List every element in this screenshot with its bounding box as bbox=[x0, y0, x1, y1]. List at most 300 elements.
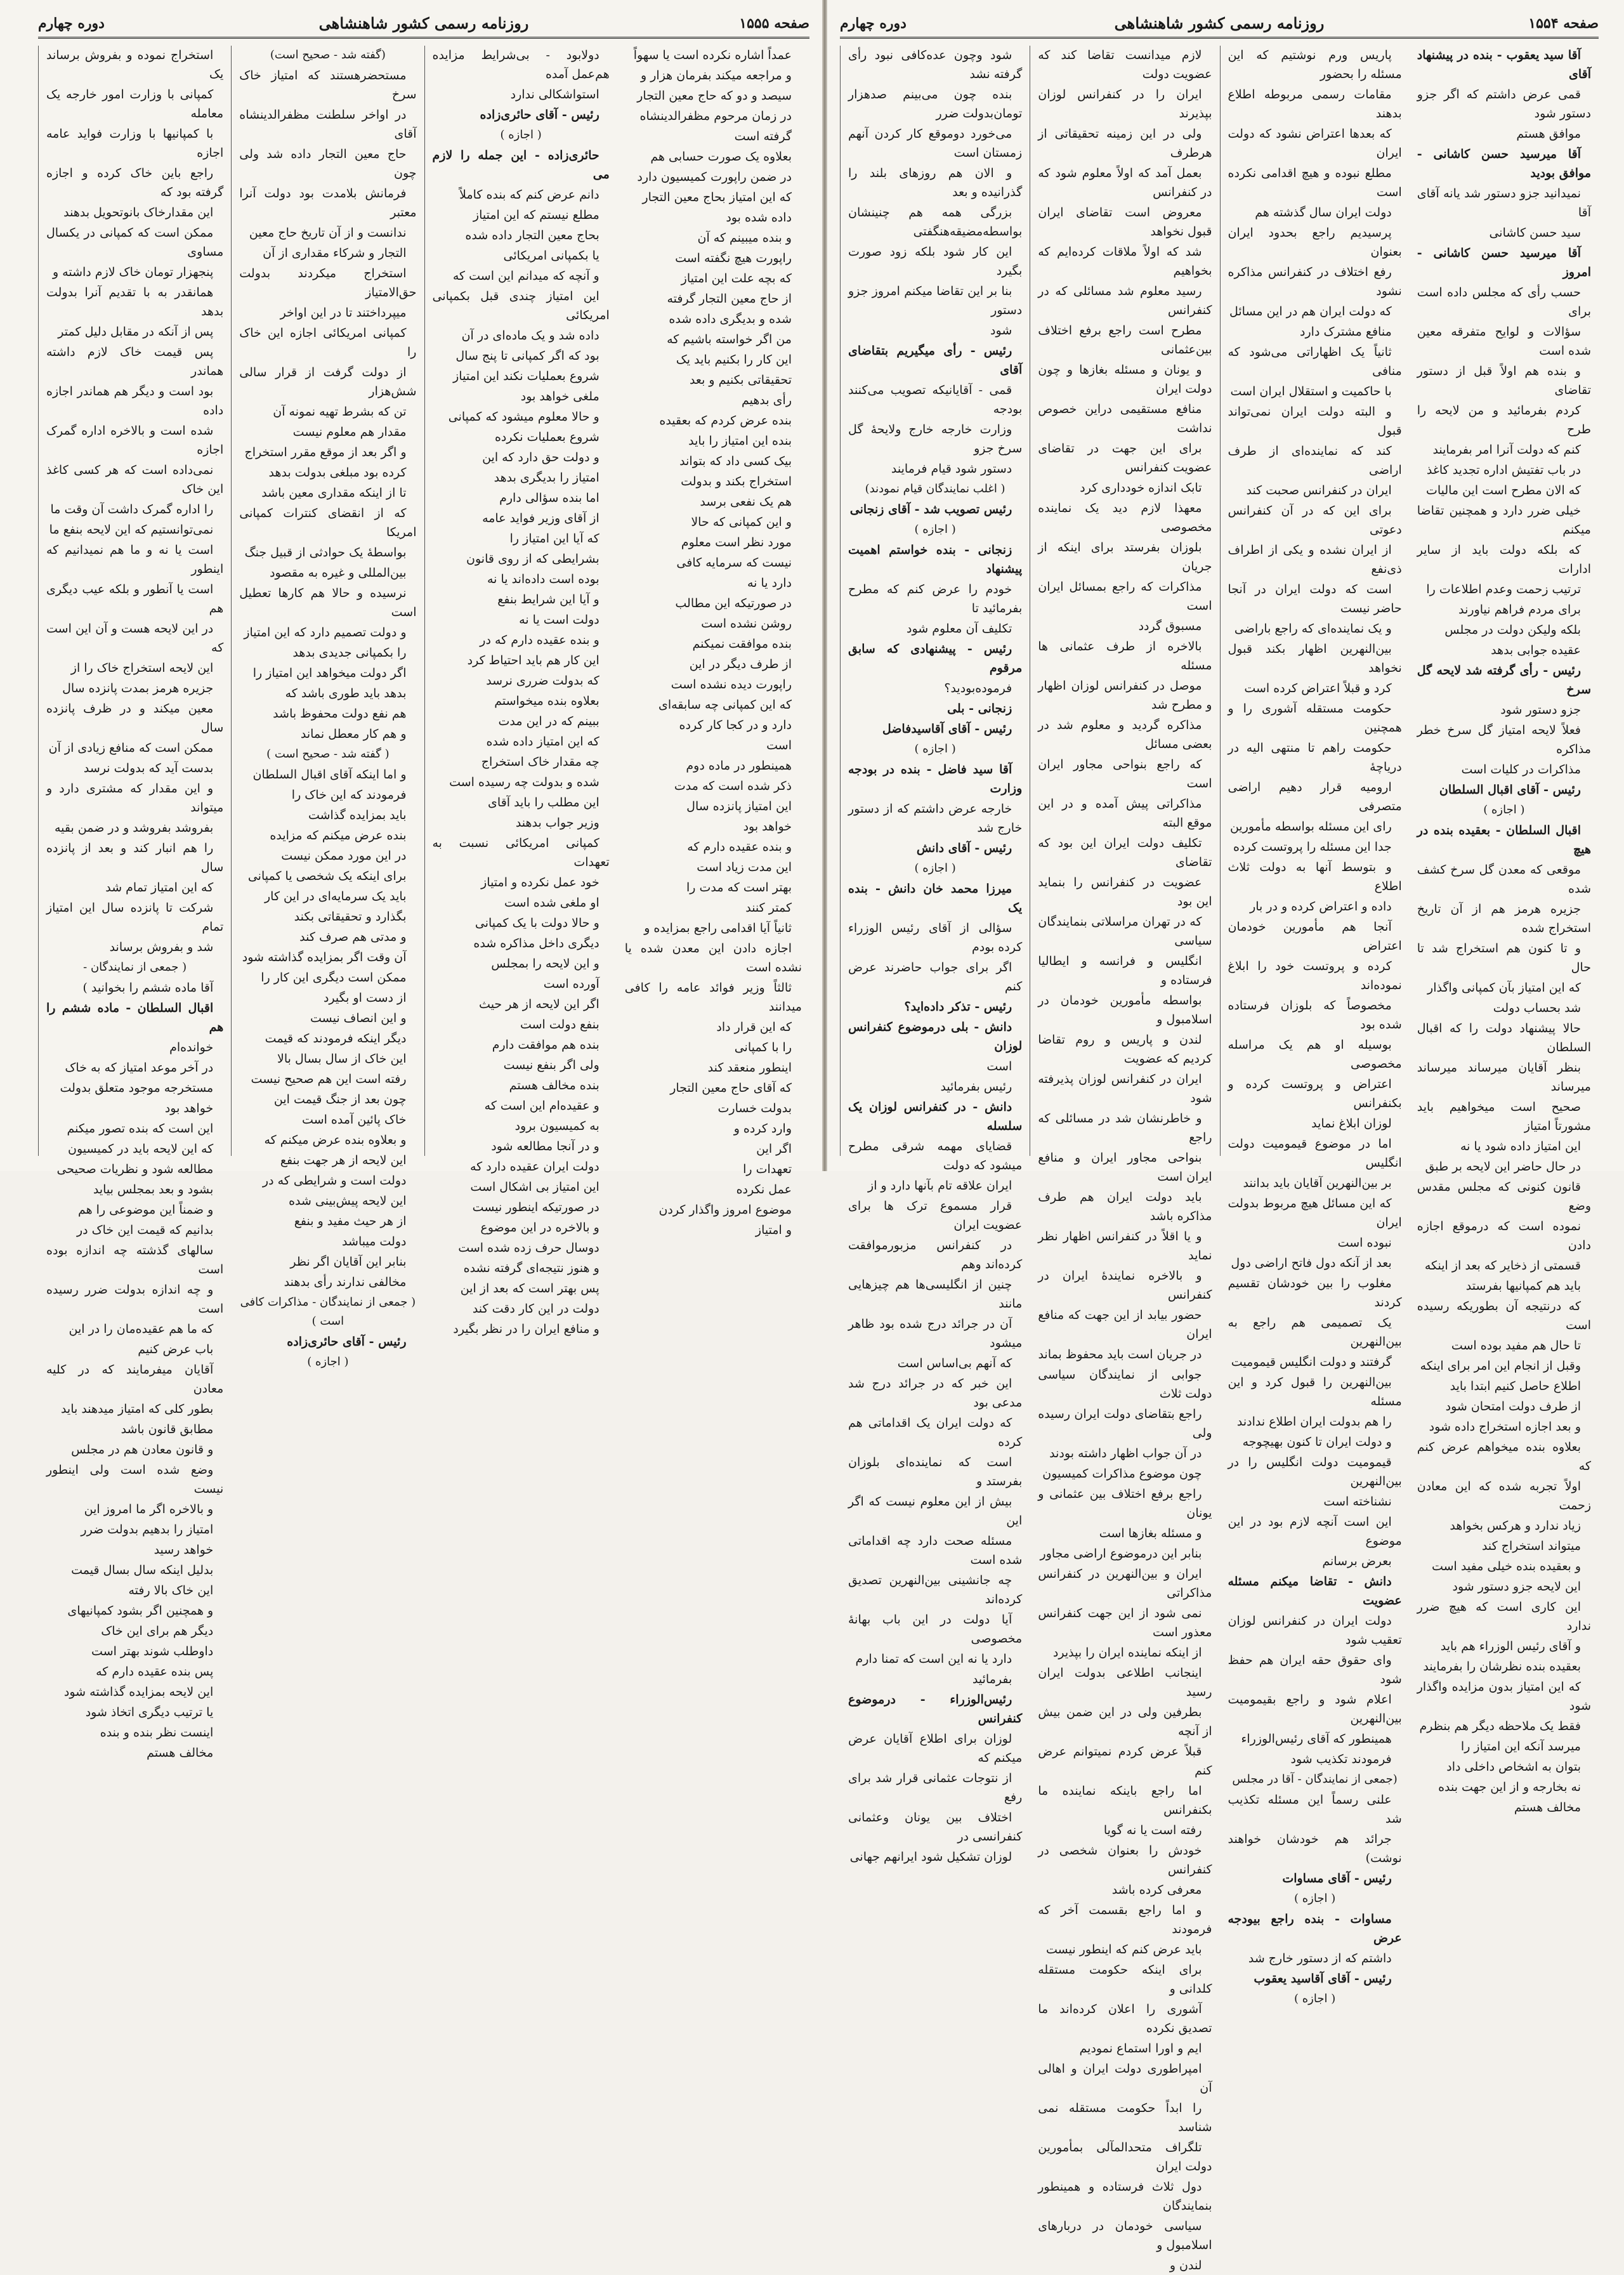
paragraph: ممکن است که کمپانی در یکسال مساوی bbox=[46, 226, 224, 259]
paragraph: مذاکراتی پیش آمده و در این موقع البته bbox=[1038, 797, 1212, 830]
paragraph: ترتیب زحمت وعدم اطلاعات را bbox=[1426, 582, 1581, 596]
paragraph: این امتیاز بی اشکال است bbox=[470, 1180, 599, 1194]
paragraph: آقایان میفرمایند که در کلیه معادن bbox=[46, 1363, 224, 1396]
paragraph: خود عمل نکرده و امتیاز bbox=[481, 875, 599, 889]
paragraph: ایران را در کنفرانس لوزان بپذیرند bbox=[1038, 88, 1212, 121]
paragraph: اقبال السلطان - بعقیده بنده در هیچ bbox=[1417, 823, 1591, 856]
paragraph: بود که اگر کمپانی تا پنج سال bbox=[455, 349, 599, 363]
paragraph: فعلاً لایحه امتیاز گل سرخ خطر مذاکره bbox=[1417, 723, 1591, 756]
paragraph: که آیا این امتیاز را bbox=[509, 532, 599, 546]
text-column bbox=[840, 46, 1030, 1864]
paragraph: ندانست و از آن تاریخ حاج معین bbox=[249, 226, 407, 240]
paragraph: کنم که دولت آنرا امر بفرمایند bbox=[1432, 443, 1581, 457]
paragraph: کمپانی امریکائی اجازه این خاک را bbox=[239, 326, 417, 359]
page-gutter bbox=[822, 0, 827, 1171]
paragraph: رسید معلوم شد مسائلی که در کنفرانس bbox=[1038, 284, 1212, 317]
paragraph: دولت ایران در کنفرانس لوزان تعقیب شود bbox=[1228, 1614, 1402, 1647]
paragraph: خاک پائین آمده است bbox=[302, 1113, 407, 1127]
paragraph: گرفته است bbox=[734, 129, 792, 143]
paragraph: وضع شده است ولی اینطور نیست bbox=[46, 1463, 224, 1496]
paragraph: و بالاخره نمایندهٔ ایران در کنفرانس bbox=[1038, 1269, 1212, 1302]
paragraph: و این کمپانی که حالا bbox=[691, 515, 792, 529]
paragraph: ارومیه قرار دهیم اراضی متصرفی bbox=[1228, 780, 1402, 813]
paragraph: بعلاوه یک صورت حسابی هم bbox=[650, 150, 792, 164]
paragraph: بر بین‌النهرین آقایان باید بدانند bbox=[1243, 1176, 1392, 1190]
paragraph: و هم کار معطل نماند bbox=[300, 727, 407, 741]
paragraph: و بنده هم اولاً قبل از دستور تقاضای bbox=[1417, 364, 1591, 397]
paragraph: که این امتیاز بدون مزایده واگذار شود bbox=[1417, 1680, 1591, 1713]
paragraph: بفرمائید bbox=[972, 1672, 1012, 1686]
paragraph: اگر برای جواب حاضرند عرض کنم bbox=[848, 960, 1023, 993]
paragraph: جزیره هرمز بمدت پانزده سال bbox=[62, 681, 214, 695]
paragraph: دارد و در کجا کار کرده bbox=[679, 718, 792, 732]
paragraph: است bbox=[766, 738, 792, 752]
period-label: دوره چهارم bbox=[38, 15, 105, 32]
paragraph: زنجانی - بنده خواستم اهمیت پیشنهاد bbox=[848, 543, 1023, 576]
paragraph: چون بعد از جنگ قیمت این bbox=[273, 1092, 407, 1106]
paragraph: در آن جواب اظهار داشته بودند bbox=[1049, 1446, 1202, 1460]
paragraph: که این امتیاز بآن کمپانی واگذار bbox=[1427, 981, 1581, 995]
paragraph: میرزا محمد خان دانش - بنده یک bbox=[848, 882, 1023, 915]
paragraph: که بعدها اعتراض نشود که دولت ایران bbox=[1228, 127, 1402, 160]
paragraph: شد که اولاً ملاقات کرده‌ایم که بخواهیم bbox=[1038, 245, 1212, 278]
page-1555 bbox=[0, 0, 822, 1760]
columns-right bbox=[840, 46, 1599, 2272]
paragraph: اینست نظر بنده و بنده bbox=[100, 1726, 214, 1740]
paragraph: بدولت خسارت bbox=[717, 1101, 792, 1115]
paragraph: استخراج میکردند بدولت حق‌الامتیاز bbox=[239, 266, 417, 299]
paragraph: بنده موافقت نمیکنم bbox=[692, 637, 792, 651]
paragraph: بفروشد بفروشد و در ضمن بقیه bbox=[54, 821, 214, 835]
paragraph: و قانون معادن هم در مجلس bbox=[71, 1443, 214, 1457]
paragraph: برای مردم فراهم نیاورند bbox=[1458, 603, 1581, 617]
paragraph: اقبال السلطان - ماده ششم را هم bbox=[46, 1001, 224, 1034]
paragraph: ( گفته شد - صحیح است ) bbox=[266, 747, 390, 761]
paragraph: و بتوسط آنها به دولت ثلاث اطلاع bbox=[1228, 860, 1402, 893]
paragraph: معین میکند و در ظرف پانزده سال bbox=[46, 702, 224, 735]
paragraph: اطلاع حاصل کنیم ابتدا باید bbox=[1450, 1379, 1581, 1393]
paragraph: بهتر است که مدت را bbox=[686, 881, 792, 895]
paragraph: مقدار هم معلوم نیست bbox=[292, 425, 407, 439]
paragraph: شود bbox=[990, 324, 1012, 338]
paragraph: دارد یا نه bbox=[747, 576, 792, 590]
paragraph: رفته است این هم صحیح نیست bbox=[251, 1072, 407, 1086]
paragraph: چنین از انگلیسی‌ها هم چیزهایی مانند bbox=[848, 1278, 1023, 1311]
paragraph: و این مقدار که مشتری دارد و میتواند bbox=[46, 782, 224, 815]
paragraph: از آقای وزیر فواید عامه bbox=[482, 511, 599, 525]
paragraph: و خاطرنشان شد در مسائلی که راجع bbox=[1038, 1111, 1212, 1144]
paragraph: مذاکرات که راجع بمسائل ایران است bbox=[1038, 580, 1212, 613]
paragraph: داده شد و یک ماده‌ای در آن bbox=[461, 329, 599, 343]
paragraph: آشوری را اعلان کرده‌اند ما تصدیق نکرده bbox=[1038, 2002, 1212, 2035]
paragraph: به کمیسیون برود bbox=[514, 1119, 599, 1133]
paragraph: معروض است تقاضای ایران قبول نخواهد bbox=[1038, 206, 1212, 239]
paragraph: این مطلب را باید آقای bbox=[488, 796, 599, 810]
paragraph: ( اجازه ) bbox=[1294, 1992, 1336, 2005]
paragraph: رئیس بفرمائید bbox=[940, 1080, 1012, 1094]
paragraph: استخراج نموده و بفروش برساند یک bbox=[46, 48, 224, 81]
paragraph: خیلی ضرر دارد و همچنین تقاضا میکنم bbox=[1417, 504, 1591, 537]
paragraph: مستحضرهستند که امتیاز خاک سرخ bbox=[239, 69, 417, 102]
paragraph: سیاسی خودمان در دربارهای اسلامبول و bbox=[1038, 2219, 1212, 2252]
text-column bbox=[1220, 46, 1410, 2005]
paragraph: نموده است که درموقع اجازه دادن bbox=[1417, 1219, 1591, 1252]
paragraph: مساوات - بنده راجع بیودجه عرض bbox=[1228, 1912, 1402, 1945]
paragraph: بنده مخالف هستم bbox=[509, 1078, 599, 1092]
paragraph: نیست که سرمایه کافی bbox=[676, 556, 792, 570]
paragraph: و بالاخره در این موضوع bbox=[480, 1221, 599, 1235]
paragraph: شروع بعملیات نکند این امتیاز bbox=[453, 369, 599, 383]
paragraph: با حاکمیت و استقلال ایران است bbox=[1230, 384, 1392, 398]
text-column bbox=[38, 46, 231, 1760]
paragraph: که این مسائل هیچ مربوط بدولت ایران bbox=[1228, 1197, 1402, 1229]
paragraph: تکلیف دولت ایران این بود که تقاضای bbox=[1038, 836, 1212, 869]
paragraph: زیاد ندارد و هرکس بخواهد bbox=[1450, 1519, 1581, 1533]
paragraph: موافق هستم bbox=[1516, 127, 1581, 141]
paragraph: دانش - در کنفرانس لوزان یک سلسله bbox=[848, 1100, 1023, 1133]
paragraph: فرمودند تکذیب شود bbox=[1290, 1752, 1392, 1766]
paragraph: وقبل از انجام این امر برای اینکه bbox=[1420, 1359, 1581, 1373]
paragraph: قبلاً عرض کردم نمیتوانم عرض کنم bbox=[1038, 1745, 1212, 1778]
paragraph: که این کمپانی چه سابقه‌ای bbox=[658, 698, 792, 712]
paragraph: نمی‌داده است که هر کسی کاغذ این خاک bbox=[46, 463, 224, 496]
paragraph: باید عرض کنم که اینطور نیست bbox=[1046, 1943, 1202, 1957]
paragraph: پاریس ورم نوشتیم که این مسئله را بحضور bbox=[1228, 48, 1402, 81]
paragraph: که راجع بنواحی مجاور ایران است bbox=[1038, 757, 1212, 790]
paragraph: است bbox=[986, 1059, 1012, 1073]
paragraph: نمی شود از این جهت کنفرانس معذور است bbox=[1038, 1606, 1212, 1639]
paragraph: این کار شود بلکه زود صورت بگیرد bbox=[848, 245, 1023, 278]
paragraph: زنجانی - بلی bbox=[947, 702, 1012, 716]
paragraph: ایران در کنفرانس صحبت کند bbox=[1246, 483, 1392, 497]
paragraph: ایم و اورا استماع نمودیم bbox=[1079, 2042, 1202, 2055]
paragraph: و حالا دولت با یک کمپانی bbox=[475, 916, 599, 930]
paragraph: معهذا لازم دید یک نماینده مخصوصی bbox=[1038, 501, 1212, 534]
paragraph: بنده این امتیاز را باید bbox=[688, 434, 792, 448]
paragraph: پس از آنکه در مقابل دلیل کمتر bbox=[58, 325, 214, 339]
paragraph: و دولت حق دارد که این bbox=[482, 450, 599, 464]
paragraph: که ما هم عقیده‌مان را در این bbox=[69, 1322, 214, 1336]
paragraph: خارجه عرض داشتم که از دستور خارج شد bbox=[848, 802, 1023, 835]
paragraph: از طرف دولت امتحان شود bbox=[1445, 1400, 1581, 1413]
paragraph: رئیس - آقای دانش bbox=[916, 841, 1012, 855]
paragraph: ببینم که در این مدت bbox=[498, 714, 599, 728]
paragraph: که این امتیاز داده شده bbox=[486, 735, 599, 749]
paragraph: سیصد و دو که حاج معین التجار bbox=[637, 89, 792, 103]
paragraph: و بعلاوه بنده عرض میکنم که bbox=[264, 1133, 407, 1147]
paragraph: بدانیم که قیمت این خاک در bbox=[76, 1223, 214, 1237]
paragraph: اگر این bbox=[756, 1142, 792, 1156]
paragraph: صحیح است میخواهیم باید مشورتاً امتیاز bbox=[1417, 1100, 1591, 1133]
paragraph: که دولت ایران هم در این مسائل bbox=[1229, 305, 1392, 318]
paragraph: در صورتیکه این مطالب bbox=[675, 596, 792, 610]
paragraph: خواهد بود bbox=[743, 820, 792, 834]
paragraph: می‌خورد دوموقع کار کردن آنهم زمستان است bbox=[848, 127, 1023, 160]
paragraph: بین‌النهرین اظهار بکند قبول نخواهد bbox=[1228, 642, 1402, 675]
paragraph: و البته دولت ایران نمی‌تواند قبول bbox=[1228, 405, 1402, 438]
paragraph: رئیس - آقای مساوات bbox=[1282, 1872, 1392, 1885]
paragraph: مطالعه شود و نظریات صحیحی bbox=[56, 1162, 214, 1176]
paragraph: ( اجازه ) bbox=[1294, 1892, 1336, 1905]
paragraph: انگلیس و فرانسه و ایطالیا فرستاده و bbox=[1038, 954, 1212, 987]
paragraph: رأی بدهیم bbox=[741, 393, 792, 407]
paragraph: و دولت تصمیم دارد که این امتیاز bbox=[244, 626, 407, 639]
paragraph: و یونان و مسئله بغازها و چون دولت ایران bbox=[1038, 363, 1212, 396]
paragraph: آقا میرسید حسن کاشانی - امروز bbox=[1417, 246, 1591, 279]
paragraph: اگر دولت میخواهد این امتیاز را bbox=[252, 666, 407, 680]
paragraph: ایران و بین‌النهرین در کنفرانس مذاکراتی bbox=[1038, 1567, 1212, 1600]
paragraph: برای اینکه یک شخصی یا کمپانی bbox=[247, 869, 407, 883]
paragraph: بین‌النهرین را قبول کرد و این مسئله bbox=[1228, 1375, 1402, 1408]
paragraph: مخالف هستم bbox=[1514, 1800, 1581, 1814]
paragraph: از دولت گرفت از قرار سالی شش‌هزار bbox=[239, 365, 417, 398]
paragraph: در ضمن راپورت کمیسیون دارد bbox=[637, 170, 792, 184]
paragraph: بعلاوه بنده میخواستم bbox=[494, 694, 599, 708]
paragraph: بیش از این معلوم نیست که اگر این bbox=[848, 1495, 1023, 1528]
paragraph: این امتیاز داده شود یا نه bbox=[1460, 1139, 1581, 1153]
paragraph: که آقای حاج معین التجار bbox=[670, 1081, 792, 1095]
paragraph: دیگر اینکه فرمودند که قیمت bbox=[265, 1032, 407, 1046]
paragraph: شده و بدیگری داده شده bbox=[669, 312, 792, 326]
paragraph: جوابی از نمایندگان سیاسی دولت ثلاث bbox=[1038, 1368, 1212, 1401]
paragraph: ممکن است دیگری این کار را bbox=[261, 971, 407, 985]
paragraph: لازم میدانست تقاضا کند که عضویت دولت bbox=[1038, 48, 1212, 81]
paragraph: را هم انبار کند و بعد از پانزده سال bbox=[46, 841, 224, 874]
paragraph: فرمانش بلامدت بود دولت آنرا معتبر bbox=[239, 187, 417, 220]
columns-left bbox=[38, 46, 809, 1760]
paragraph: خودش را بعنوان شخصی در کنفرانس bbox=[1038, 1844, 1212, 1877]
paragraph: بنظر آقایان میرساند میرساند میرساند bbox=[1417, 1061, 1591, 1094]
paragraph: تا از اینکه مقداری معین باشد bbox=[261, 486, 407, 500]
paragraph: است که نماینده‌ای بلوزان بفرستد و bbox=[848, 1455, 1023, 1488]
paragraph: از طرف دیگر در این bbox=[689, 657, 792, 671]
paragraph: اما راجع باینکه نماینده ما بکنفرانس bbox=[1038, 1784, 1212, 1817]
paragraph: آورده است bbox=[543, 977, 599, 991]
paragraph: که بلکه دولت باید از سایر ادارات bbox=[1417, 543, 1591, 576]
paragraph: لندن و پاریس و روم تقاضا کردیم که عضویت bbox=[1038, 1033, 1212, 1066]
paragraph: این امتیاز چندی قبل بکمپانی امریکائی bbox=[432, 289, 610, 322]
paragraph: امتیاز را بدهیم بدولت ضرر bbox=[81, 1523, 214, 1537]
paragraph: در صورتیکه اینطور نیست bbox=[472, 1200, 599, 1214]
paragraph: بشرایطی که از روی قانون bbox=[466, 552, 599, 566]
paragraph: باید هم کمپانیها بفرستد bbox=[1465, 1279, 1581, 1293]
paragraph: قرار مسموع ترک ها برای عضویت ایران bbox=[848, 1199, 1023, 1232]
paragraph: رای این مسئله بواسطه مأمورین bbox=[1229, 820, 1392, 834]
paragraph: استخراج بکند و بدولت bbox=[681, 475, 792, 488]
page-header-right bbox=[840, 11, 1599, 39]
paragraph: که الان مطرح است این مالیات bbox=[1425, 483, 1581, 497]
paragraph: این لایحه پیش‌بینی شده bbox=[289, 1194, 407, 1208]
newspaper-title: روزنامه رسمی کشور شاهنشاهی bbox=[1114, 14, 1325, 32]
paragraph: را اداره گمرک داشت آن وقت ما bbox=[50, 502, 214, 516]
paragraph: آن در جرائد درج شده بود ظاهر میشود bbox=[848, 1317, 1023, 1350]
paragraph: بنواحی مجاور ایران و منافع ایران است bbox=[1038, 1151, 1212, 1184]
paragraph: قمی - آقایانیکه تصویب می‌کنند بودجه bbox=[848, 383, 1023, 416]
paragraph: نمی‌توانستیم که این لایحه بنفع ما bbox=[49, 523, 214, 537]
paragraph: عضویت در کنفرانس را بنماید این بود bbox=[1038, 875, 1212, 908]
paragraph: ثالثاً وزیر فوائد عامه را کافی میدانند bbox=[624, 981, 802, 1014]
paragraph: اولاً تجربه شده که این معادن زحمت bbox=[1417, 1479, 1591, 1512]
paragraph: چه مقدار خاک استخراج bbox=[481, 755, 599, 769]
paragraph: در آخر موعد امتیاز که به خاک bbox=[65, 1061, 214, 1075]
paragraph: فرمودند که این خاک را bbox=[291, 788, 407, 802]
paragraph: تلگراف متحدالمآلی بمأمورین دولت ایران bbox=[1038, 2141, 1212, 2173]
paragraph: و منافع ایران را در نظر بگیرد bbox=[453, 1322, 599, 1336]
paragraph: از دست او بگیرد bbox=[323, 991, 407, 1005]
paragraph: که بچه علت این امتیاز bbox=[681, 272, 792, 285]
paragraph: که دولت ایران یک اقداماتی هم کرده bbox=[848, 1416, 1023, 1449]
paragraph: رئیس تصویب شد - آقای زنجانی bbox=[849, 502, 1012, 516]
paragraph: و بعد اجازه استخراج داده شود bbox=[1429, 1420, 1581, 1434]
paragraph: رئیس‌الوزراء - درموضوع کنفرانس bbox=[848, 1693, 1023, 1726]
paragraph: ولی در این زمینه تحقیقاتی از هرطرف bbox=[1038, 127, 1212, 160]
paragraph: بود است و دیگر هم هماندر اجازه داده bbox=[46, 384, 224, 417]
paragraph: راجع برفع اختلاف بین عثمانی و یونان bbox=[1038, 1487, 1212, 1520]
paragraph: معرفی کرده باشد bbox=[1111, 1883, 1202, 1897]
page-header-left bbox=[38, 11, 809, 39]
paragraph: ( اجازه ) bbox=[914, 523, 956, 536]
paragraph: قانون کنونی که مجلس مقدس وضع bbox=[1417, 1180, 1591, 1213]
paragraph: که بدولت ضرری نرسد bbox=[486, 674, 599, 688]
paragraph: شرکت تا پانزده سال این امتیاز تمام bbox=[46, 901, 224, 934]
paragraph: ( جمعی از نمایندگان - bbox=[83, 960, 187, 974]
paragraph: ملغی خواهد بود bbox=[520, 390, 599, 403]
paragraph: از اینکه نماینده ایران را بپذیرد bbox=[1052, 1646, 1202, 1660]
paragraph: و اگر بعد از موقع مقرر استخراج bbox=[244, 445, 407, 459]
paragraph: این مدت زیاد است bbox=[697, 860, 792, 874]
paragraph: این لایحه از هر جهت بنفع bbox=[280, 1153, 407, 1167]
paragraph: آن وقت اگر بمزایده گذاشته شود bbox=[242, 950, 407, 964]
paragraph: همینطور که آقای رئیس‌الوزراء bbox=[1241, 1732, 1392, 1746]
paragraph: اینطور منعقد کند bbox=[707, 1061, 792, 1075]
paragraph: رئیس - آقای حائری‌زاده bbox=[287, 1335, 407, 1349]
paragraph: و بالاخره اگر ما امروز این bbox=[84, 1502, 214, 1516]
paragraph: ولی اگر بنفع نیست bbox=[503, 1058, 599, 1072]
paragraph: و آقای رئیس الوزراء هم باید bbox=[1440, 1639, 1581, 1653]
paragraph: این امتیاز پانزده سال bbox=[686, 799, 792, 813]
paragraph: رئیس - رأی میگیریم بتقاضای آقای bbox=[848, 344, 1023, 377]
paragraph: برای اینکه حکومت مستقله کلدانی و bbox=[1038, 1963, 1212, 1996]
paragraph: آقا سید یعقوب - بنده در پیشنهاد آقای bbox=[1417, 48, 1591, 81]
paragraph: وای حقوق حقه ایران هم حفظ شود bbox=[1228, 1653, 1402, 1686]
paragraph: لوزان ابلاغ نماید bbox=[1311, 1117, 1392, 1131]
paragraph: آیا دولت در این باب بهانهٔ مخصوصی bbox=[848, 1613, 1023, 1646]
paragraph: وزارت خارجه خارج ولایحهٔ گل سرخ جزو bbox=[848, 423, 1023, 456]
paragraph: را با کمپانی bbox=[734, 1040, 792, 1054]
paragraph: بعمل آمد که اولاً معلوم شود که در کنفرانس bbox=[1038, 166, 1212, 199]
paragraph: بتوان به اشخاص داخلی داد bbox=[1446, 1760, 1581, 1774]
paragraph: دوسال حرف زده شده است bbox=[458, 1241, 599, 1255]
paragraph: که درنتیجه آن بطوریکه رسیده است bbox=[1417, 1299, 1591, 1332]
paragraph: ایران در کنفرانس لوزان پذیرفته شود bbox=[1038, 1072, 1212, 1105]
paragraph: اگر این لایحه از هر حیث bbox=[479, 997, 599, 1011]
paragraph: مطلع نیستم که این امتیاز bbox=[473, 208, 599, 222]
paragraph: راپورت دیده نشده است bbox=[671, 678, 792, 692]
paragraph: دولت در این کار دقت کند bbox=[472, 1302, 599, 1316]
paragraph: است یا آنطور و بلکه عیب دیگری هم bbox=[46, 582, 224, 615]
paragraph: دانم عرض کنم که بنده کاملاً bbox=[459, 188, 599, 202]
paragraph: بلوزان بفرستد برای اینکه از جریان bbox=[1038, 541, 1212, 574]
paragraph: جرائد هم خودشان خواهند نوشت) bbox=[1228, 1832, 1402, 1865]
paragraph: شد و بفروش برساند bbox=[109, 940, 214, 954]
paragraph: ( اجازه ) bbox=[307, 1355, 349, 1368]
paragraph: در اواخر سلطنت مظفرالدینشاه آقای bbox=[239, 108, 417, 141]
paragraph: باید یک سرمایه‌ای در این کار bbox=[264, 889, 407, 903]
paragraph: چون موضوع مذاکرات کمیسیون bbox=[1042, 1467, 1202, 1481]
paragraph: از ایران نشده و یکی از اطراف ذی‌نفع bbox=[1228, 543, 1402, 576]
paragraph: دولابود - بی‌شرایط مزایده هم‌عمل آمده bbox=[432, 48, 610, 81]
paragraph: بزرگی همه هم چنینشان بواسطه‌مضیقه‌هنگفتی bbox=[848, 206, 1023, 239]
paragraph: کرد و قبلاً اعتراض کرده است bbox=[1244, 681, 1392, 695]
paragraph: و تا کنون هم استخراج شد تا حال bbox=[1417, 941, 1591, 974]
paragraph: دانش - بلی درموضوع کنفرانس لوزان bbox=[848, 1020, 1023, 1053]
paragraph: (جمعی از نمایندگان - آقا در مجلس bbox=[1232, 1773, 1398, 1786]
paragraph: خوانده‌ام bbox=[169, 1040, 214, 1054]
paragraph: دستور شود قیام فرمایند bbox=[891, 462, 1012, 476]
paragraph: جزیره هرمز هم از آن تاریخ استخراج شده bbox=[1417, 902, 1591, 935]
paragraph: مورد نظر است معلوم bbox=[681, 535, 792, 549]
paragraph: بنابر این درموضوع اراضی مجاور bbox=[1040, 1547, 1202, 1561]
paragraph: حاج معین التجار داده شد ولی چون bbox=[239, 147, 417, 180]
paragraph: این خاک از سال بسال بالا bbox=[277, 1052, 407, 1066]
paragraph: و آنچه که میدانم این است که bbox=[452, 269, 599, 283]
paragraph: بنابر این آقایان اگر نظر bbox=[290, 1255, 407, 1269]
paragraph: و مسئله بغازها است bbox=[1099, 1526, 1202, 1540]
paragraph: یا ترتیب دیگری اتخاذ شود bbox=[85, 1705, 214, 1719]
paragraph: در این لایحه هست و آن این است که bbox=[46, 622, 224, 655]
paragraph: این مقدارخاک بانوتحویل بدهند bbox=[63, 206, 214, 220]
paragraph: رئیس - رأی گرفته شد لایحه گل سرخ bbox=[1417, 664, 1591, 697]
paragraph: نرسیده و حالا هم کارها تعطیل است bbox=[239, 586, 417, 619]
paragraph: اما در موضوع قیمومیت دولت انگلیس bbox=[1228, 1137, 1402, 1170]
paragraph: رئیس - آقای آقاسیدفاضل bbox=[882, 722, 1012, 736]
paragraph: از حاج معین التجار گرفته bbox=[667, 292, 792, 306]
paragraph: و بعقیده بنده خیلی مفید است bbox=[1431, 1559, 1581, 1573]
paragraph: بنده عرض کردم که بعقیده bbox=[659, 414, 792, 428]
paragraph: لندن و bbox=[1169, 2259, 1202, 2272]
paragraph: و مدتی هم صرف کند bbox=[299, 930, 407, 944]
paragraph: از هر حیث مفید و بنفع bbox=[294, 1214, 407, 1228]
paragraph: در زمان مرحوم مظفرالدینشاه bbox=[639, 109, 792, 123]
paragraph: رفته است یا نه گویا bbox=[1103, 1823, 1202, 1837]
paragraph: التجار و شرکاء مقداری از آن bbox=[263, 246, 407, 260]
paragraph: و هنوز نتیجه‌ای گرفته نشده bbox=[463, 1261, 599, 1275]
paragraph: نشناخته است bbox=[1323, 1495, 1392, 1509]
paragraph: در جریان است باید محفوظ بماند bbox=[1038, 1347, 1202, 1361]
paragraph: اجازه دادن این معدن شده یا نشده است bbox=[624, 941, 802, 974]
paragraph: باب عرض کنیم bbox=[138, 1342, 214, 1356]
paragraph: مستخرجه موجود متعلق بدولت bbox=[60, 1081, 214, 1095]
paragraph: عمل نکرده bbox=[736, 1183, 792, 1197]
text-column bbox=[1410, 46, 1599, 1814]
paragraph: مغلوب را بین خودشان تقسیم کردند bbox=[1228, 1276, 1402, 1309]
paragraph: و ضمناً این موضوعی را هم bbox=[77, 1203, 214, 1217]
paragraph: میتواند استخراج کند bbox=[1481, 1539, 1581, 1553]
paragraph: شود وچون عده‌کافی نبود رأی گرفته نشد bbox=[848, 48, 1023, 81]
paragraph: بطور کلی که امتیاز میدهند باید bbox=[60, 1402, 214, 1416]
paragraph: شد بحساب دولت bbox=[1493, 1001, 1581, 1015]
paragraph: داده و اعتراض کرده و در بار bbox=[1250, 900, 1392, 914]
paragraph: شده است و بالاخره اداره گمرک اجازه bbox=[46, 424, 224, 457]
paragraph: و حالا معلوم میشود که کمپانی bbox=[448, 410, 599, 424]
paragraph: که این قرار داد bbox=[716, 1020, 792, 1034]
paragraph: است که دولت ایران در آنجا حاضر نیست bbox=[1228, 582, 1402, 615]
paragraph: موضوع امروز واگذار کردن bbox=[658, 1203, 792, 1217]
paragraph: تا حال هم مفید بوده است bbox=[1451, 1339, 1581, 1353]
paragraph: حسب رأی که مجلس داده است برای bbox=[1417, 285, 1591, 318]
paragraph: روشن نشده است bbox=[701, 617, 792, 631]
paragraph: ( اجازه ) bbox=[914, 862, 956, 875]
